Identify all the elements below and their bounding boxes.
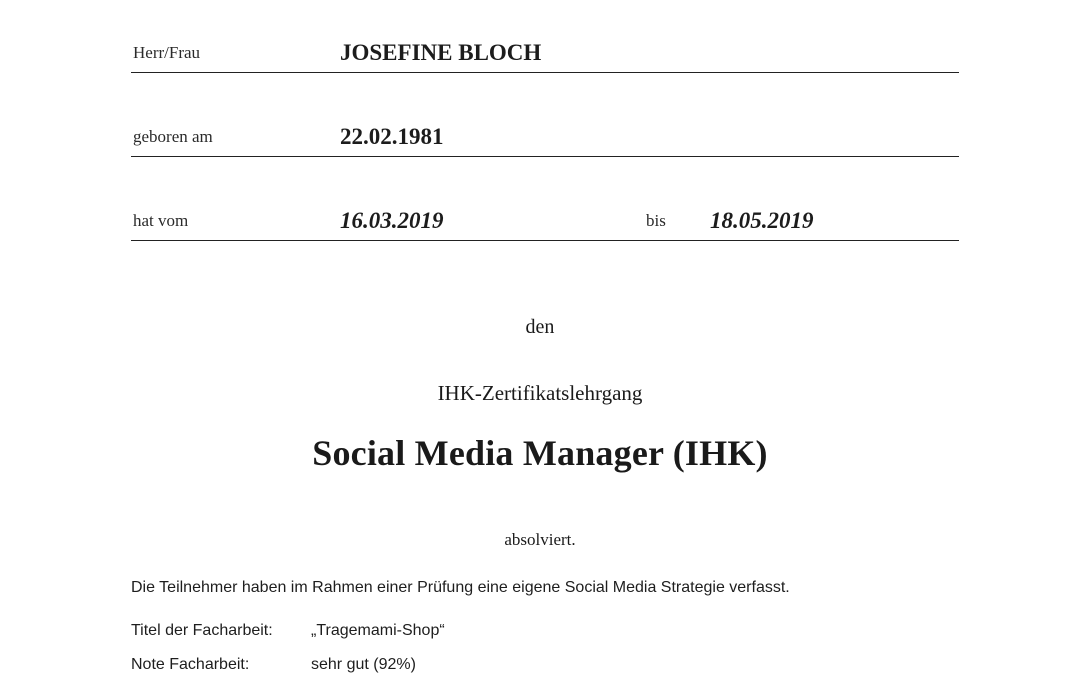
name-value: JOSEFINE BLOCH [340, 40, 542, 65]
to-value: 18.05.2019 [710, 208, 814, 233]
grade-label: Note Facharbeit: [131, 656, 250, 673]
paper-title-value: „Tragemami-Shop“ [311, 622, 445, 639]
from-value: 16.03.2019 [340, 208, 444, 233]
period-row [131, 200, 959, 241]
statement-text: Die Teilnehmer haben im Rahmen einer Prüfung eine eigene Social Media Strategie verfasst. [131, 579, 790, 596]
birth-value: 22.02.1981 [340, 124, 444, 149]
paper-title-label: Titel der Facharbeit: [131, 622, 273, 639]
course-type: IHK-Zertifikatslehrgang [437, 381, 643, 405]
name-label: Herr/Frau [133, 43, 201, 62]
article-text: den [525, 316, 555, 338]
grade-value: sehr gut (92%) [311, 656, 416, 673]
course-title: Social Media Manager (IHK) [312, 433, 768, 473]
birth-row [131, 116, 959, 157]
birth-label: geboren am [133, 127, 213, 146]
to-label: bis [646, 211, 666, 230]
name-row [131, 32, 959, 73]
from-label: hat vom [133, 211, 189, 230]
completed-text: absolviert. [504, 530, 576, 549]
